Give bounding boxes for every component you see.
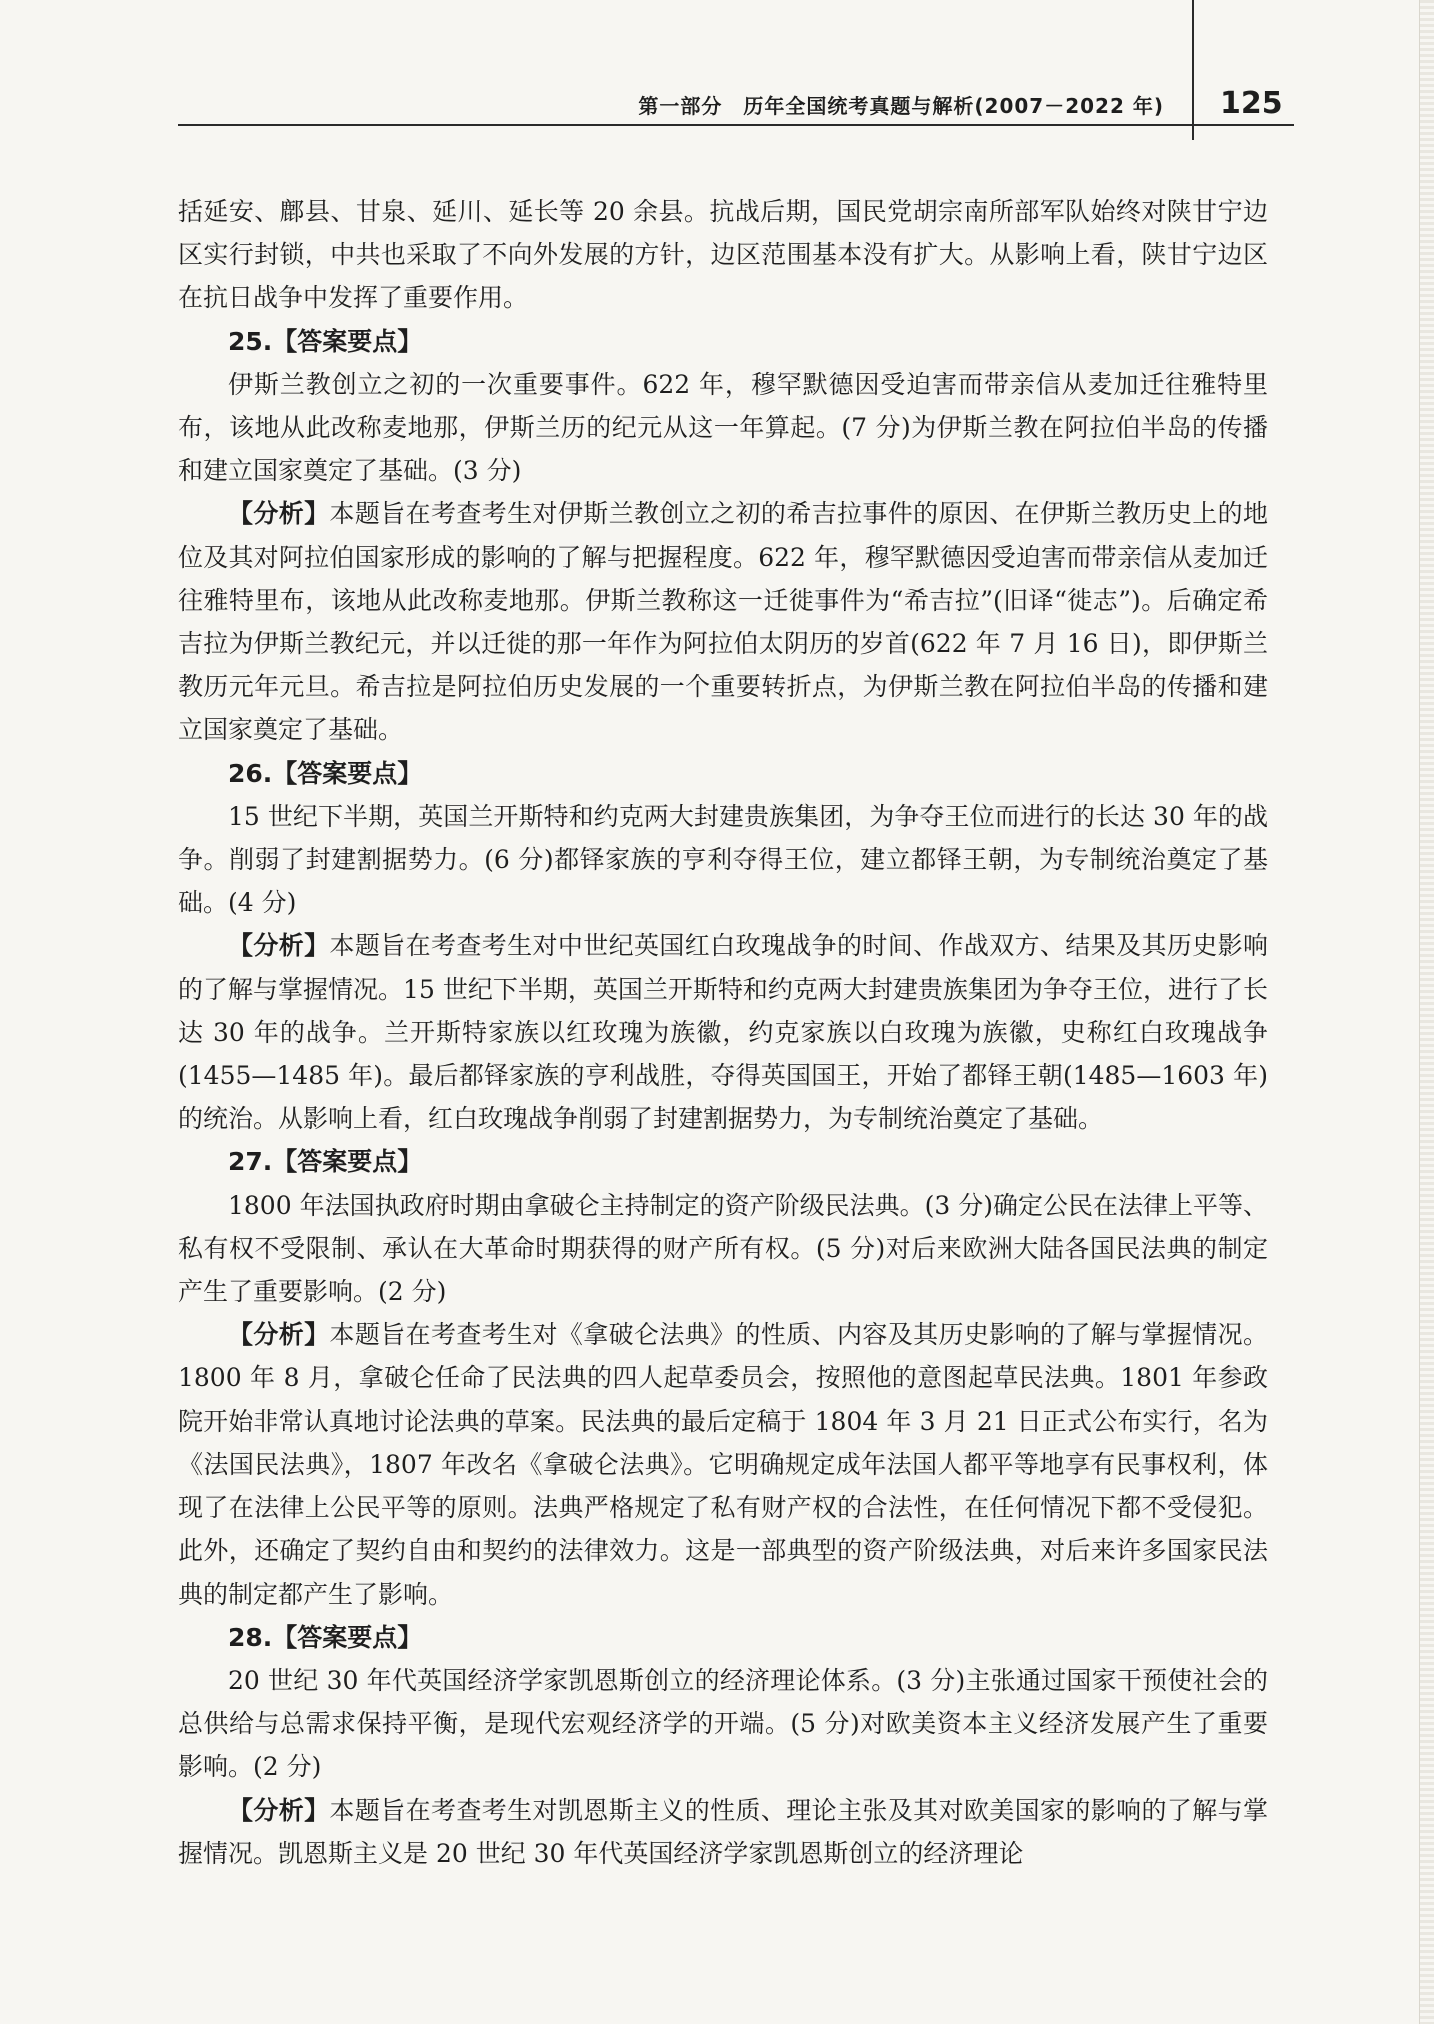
body-paragraph	[178, 1184, 1268, 1314]
header-rule	[178, 124, 1294, 126]
document-body	[178, 190, 1268, 1875]
analysis-paragraph	[178, 1313, 1268, 1615]
paragraph-text: 本题旨在考查考生对伊斯兰教创立之初的希吉拉事件的原因、在伊斯兰教历史上的地位及其对阿拉伯国家形成的影响的了解与把握程度。622 年，穆罕默德因受迫害而带亲信从麦加迁往雅特里布，该地从此改称麦地那。伊斯兰教称这一迁徙事件为“希吉拉”(旧译“徙志”)。后确定希吉拉为伊斯兰教纪元，并以迁徙的那一年作为阿拉伯太阴历的岁首(622 年 7 月 16 日)，即伊斯兰教历元年元旦。希吉拉是阿拉伯历史发展的一个重要转折点，为伊斯兰教在阿拉伯半岛的传播和建立国家奠定了基础。	[178, 499, 1268, 745]
paragraph-text: 本题旨在考查考生对凯恩斯主义的性质、理论主张及其对欧美国家的影响的了解与掌握情况。凯恩斯主义是 20 世纪 30 年代英国经济学家凯恩斯创立的经济理论	[178, 1795, 1268, 1868]
paragraph-text: 本题旨在考查考生对《拿破仑法典》的性质、内容及其历史影响的了解与掌握情况。1800 年 8 月，拿破仑任命了民法典的四人起草委员会，按照他的意图起草民法典。1801 年参政院开始非常认真地讨论法典的草案。民法典的最后定稿于 1804 年 3 月 21 日正式公布实行，名为《法国民法典》，1807 年改名《拿破仑法典》。它明确规定成年法国人都平等地享有民事权利，体现了在法律上公民平等的原则。法典严格规定了私有财产权的合法性，在任何情况下都不受侵犯。此外，还确定了契约自由和契约的法律效力。这是一部典型的资产阶级法典，对后来许多国家民法典的制定都产生了影响。	[178, 1320, 1268, 1609]
paragraph-text: 本题旨在考查考生对中世纪英国红白玫瑰战争的时间、作战双方、结果及其历史影响的了解与掌握情况。15 世纪下半期，英国兰开斯特和约克两大封建贵族集团为争夺王位，进行了长达 30 年的战争。兰开斯特家族以红玫瑰为族徽，约克家族以白玫瑰为族徽，史称红白玫瑰战争(1455—1485 年)。最后都铎家族的亨利战胜，夺得英国国王，开始了都铎王朝(1485—1603 年)的统治。从影响上看，红白玫瑰战争削弱了封建割据势力，为专制统治奠定了基础。	[178, 931, 1268, 1134]
analysis-paragraph	[178, 492, 1268, 751]
paragraph-text: 伊斯兰教创立之初的一次重要事件。622 年，穆罕默德因受迫害而带亲信从麦加迁往雅特里布，该地从此改称麦地那，伊斯兰历的纪元从这一年算起。(7 分)为伊斯兰教在阿拉伯半岛的传播和建立国家奠定了基础。(3 分)	[178, 369, 1268, 486]
paragraph-text: 1800 年法国执政府时期由拿破仑主持制定的资产阶级民法典。(3 分)确定公民在法律上平等、私有权不受限制、承认在大革命时期获得的财产所有权。(5 分)对后来欧洲大陆各国民法典的制定产生了重要影响。(2 分)	[178, 1190, 1268, 1307]
running-header	[0, 88, 1434, 128]
body-paragraph	[178, 190, 1268, 320]
paragraph-text: 20 世纪 30 年代英国经济学家凯恩斯创立的经济理论体系。(3 分)主张通过国家干预使社会的总供给与总需求保持平衡，是现代宏观经济学的开端。(5 分)对欧美资本主义经济发展产生了重要影响。(2 分)	[178, 1665, 1268, 1782]
answer-heading: 25.【答案要点】	[228, 326, 423, 356]
analysis-paragraph	[178, 1789, 1268, 1875]
paragraph-text: 括延安、鄜县、甘泉、延川、延长等 20 余县。抗战后期，国民党胡宗南所部军队始终对陕甘宁边区实行封锁，中共也采取了不向外发展的方针，边区范围基本没有扩大。从影响上看，陕甘宁边区在抗日战争中发挥了重要作用。	[178, 197, 1268, 313]
body-paragraph	[178, 363, 1268, 493]
answer-heading: 28.【答案要点】	[228, 1622, 423, 1652]
body-paragraph	[178, 795, 1268, 925]
analysis-label: 【分析】	[228, 931, 330, 961]
body-paragraph	[178, 1659, 1268, 1789]
analysis-label: 【分析】	[228, 1795, 330, 1825]
answer-heading: 27.【答案要点】	[228, 1147, 423, 1177]
header-vertical-rule	[1192, 0, 1194, 140]
page-edge	[1419, 0, 1434, 2024]
analysis-label: 【分析】	[228, 1320, 330, 1350]
header-ornament-icon	[1240, 128, 1310, 188]
analysis-label: 【分析】	[228, 499, 330, 529]
paragraph-text: 15 世纪下半期，英国兰开斯特和约克两大封建贵族集团，为争夺王位而进行的长达 30 年的战争。削弱了封建割据势力。(6 分)都铎家族的亨利夺得王位，建立都铎王朝，为专制统治奠定了基础。(4 分)	[178, 801, 1268, 918]
page-number: 125	[1220, 86, 1283, 121]
header-title: 第一部分 历年全国统考真题与解析(2007－2022 年)	[638, 94, 1164, 118]
analysis-paragraph	[178, 924, 1268, 1140]
answer-heading: 26.【答案要点】	[228, 758, 423, 788]
